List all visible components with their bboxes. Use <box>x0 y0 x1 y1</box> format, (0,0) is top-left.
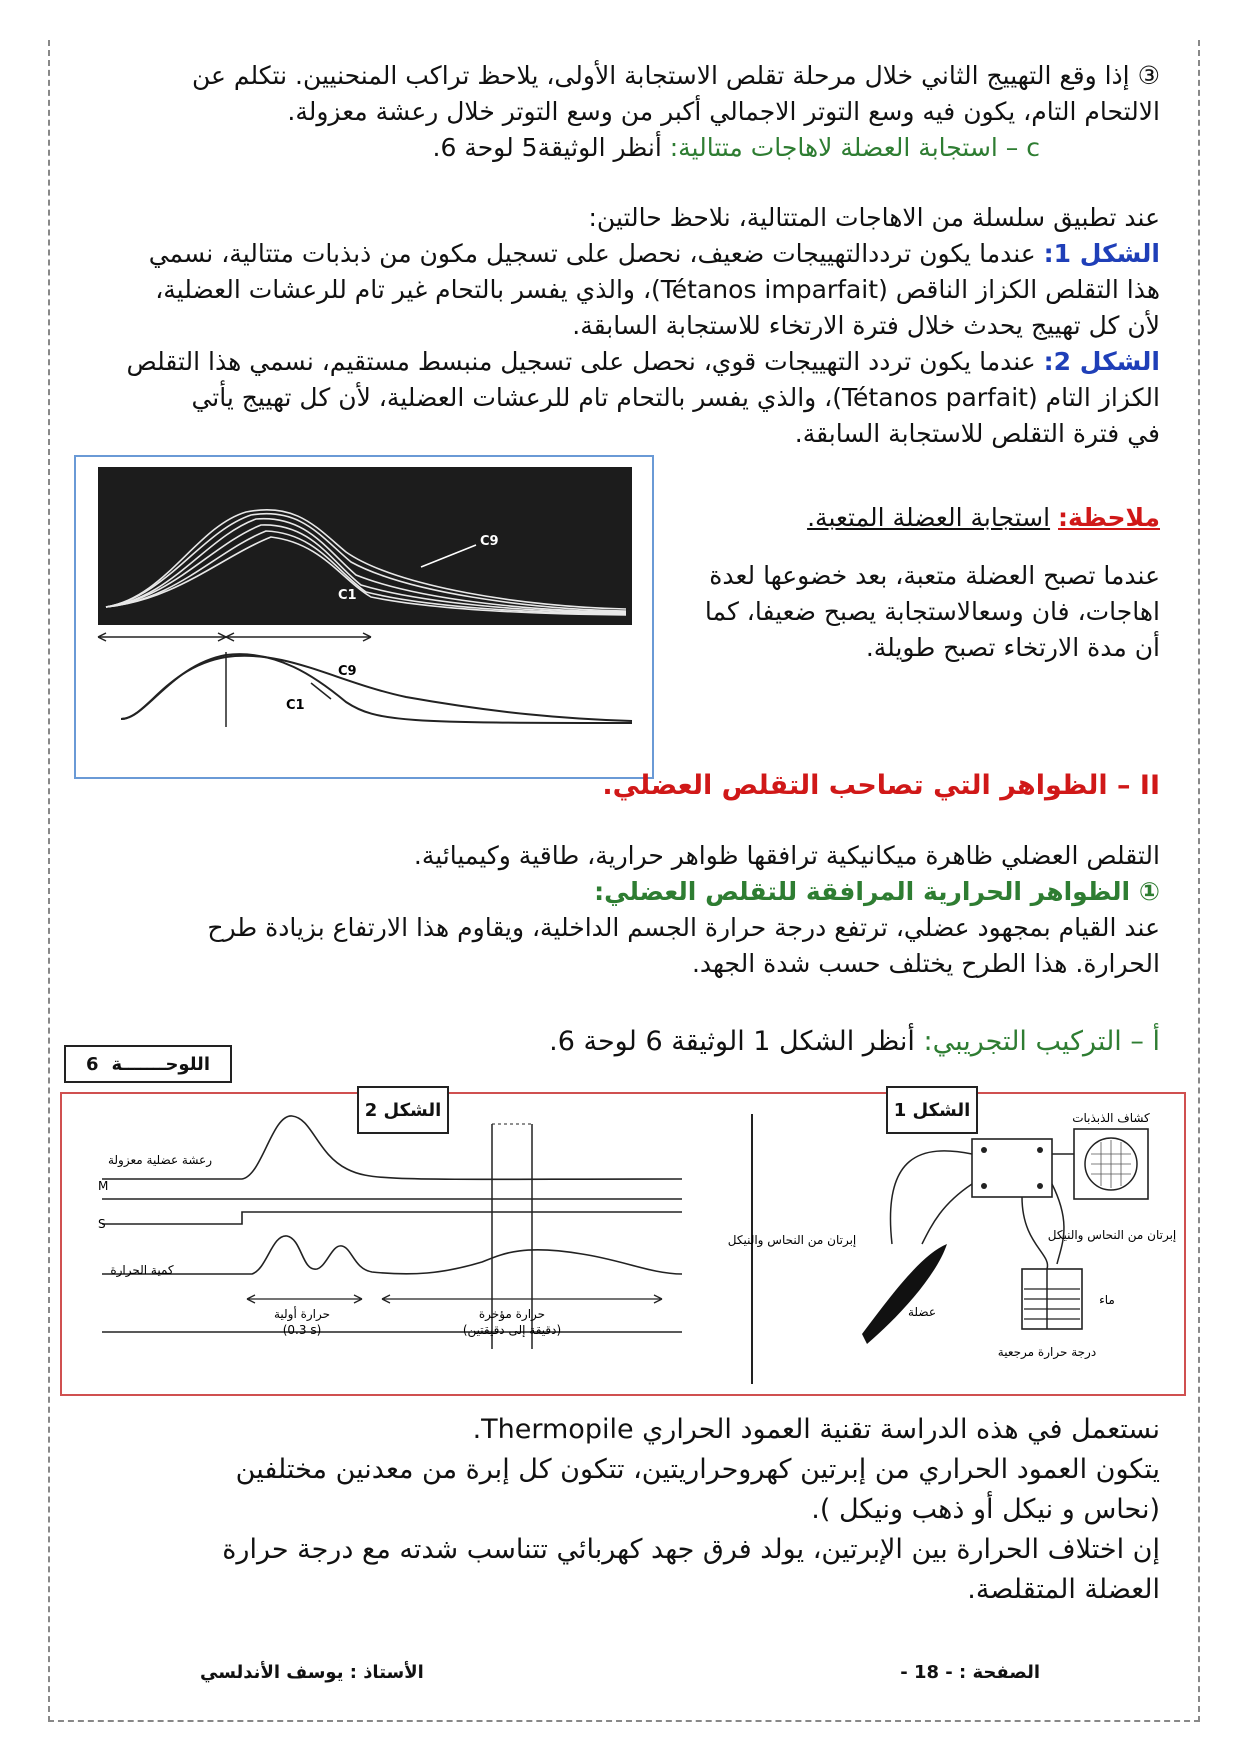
text-line: الكزاز التام (Tétanos parfait)، والذي يفسر بالتحام تام للرعشات العضلية، لأن كل تهييج يأتي <box>191 383 1160 412</box>
time-arrows <box>98 633 371 641</box>
text-line: التقلص العضلي ظاهرة ميكانيكية ترافقها ظواهر حرارية، طاقية وكيميائية. <box>413 841 1160 870</box>
muscle-shape <box>862 1244 947 1344</box>
text-line: أن مدة الارتخاء تصبح طويلة. <box>865 633 1160 662</box>
initial-time-label: (0.3 s) <box>282 1323 322 1337</box>
plate-tag <box>64 1045 232 1083</box>
teacher-name: الأستاذ : يوسف الأندلسي <box>200 1662 424 1683</box>
shape2-label: الشكل 2: <box>1043 347 1160 376</box>
c1-top-label: C1 <box>338 588 357 603</box>
text-line: يتكون العمود الحراري من إبرتين كهروحراريتين، تتكون كل إبرة من معدنين مختلفين <box>235 1454 1160 1485</box>
text-line: ③ إذا وقع التهييج الثاني خلال مرحلة تقلص الاستجابة الأولى، يلاحظ تراكب المنحنيين. نتكلم عن <box>191 61 1160 90</box>
text-line: نستعمل في هذه الدراسة تقنية العمود الحراري Thermopile. <box>472 1414 1160 1445</box>
muscle-label: عضلة <box>908 1305 936 1319</box>
initial-heat-label: حرارة أولية <box>273 1307 331 1321</box>
text-line: العضلة المتقلصة. <box>967 1574 1160 1605</box>
text-line: عندما تصبح العضلة متعبة، بعد خضوعها لعدة <box>709 561 1160 590</box>
needle-left-label: إبرتان من النحاس والنيكل <box>727 1233 857 1247</box>
duration-arrows <box>247 1295 662 1303</box>
note-block <box>660 500 1160 666</box>
needle-right-label: إبرتان من النحاس والنيكل <box>1047 1228 1177 1242</box>
heat-quantity-label: كمية الحرارة <box>110 1263 174 1277</box>
plate-number: 6 <box>86 1053 99 1075</box>
c1-bottom-label: C1 <box>286 698 305 713</box>
note-title: استجابة العضلة المتعبة. <box>807 503 1051 532</box>
text-line: اهاجات، فان وسعالاستجابة يصبح ضعيفا، كما <box>704 597 1160 626</box>
section-c-heading: c – استجابة العضلة لاهاجات متتالية: أنظر الوثيقة5 لوحة 6. <box>432 133 1040 162</box>
page-number: الصفحة : - 18 - <box>900 1662 1040 1683</box>
text-line: الحرارة. هذا الطرح يختلف حسب شدة الجهد. <box>691 949 1160 978</box>
shape2-tag: الشكل 2 <box>357 1086 449 1134</box>
text-line: لأن كل تهييج يحدث خلال فترة الارتخاء للاستجابة السابقة. <box>572 311 1160 340</box>
reference-temp-label: درجة حرارة مرجعية <box>997 1345 1097 1359</box>
text-line: إن اختلاف الحرارة بين الإبرتين، يولد فرق جهد كهربائي تتناسب شدته مع درجة حرارة <box>222 1534 1160 1565</box>
sub-heading-thermal: ① الظواهر الحرارية المرافقة للتقلص العضلي: <box>594 877 1160 906</box>
s-label: S <box>98 1217 106 1231</box>
m-label: M <box>98 1179 109 1193</box>
note-label: ملاحظة: <box>1058 503 1160 532</box>
delayed-time-label: (دقيقة إلى دقيقتين) <box>462 1323 562 1337</box>
delayed-heat-label: حرارة مؤخرة <box>478 1307 546 1321</box>
setup-heading: أ – التركيب التجريبي: أنظر الشكل 1 الوثيقة 6 لوحة 6. <box>549 1026 1160 1057</box>
shape1-tag: الشكل 1 <box>886 1086 978 1134</box>
text-line: (نحاس و نيكل أو ذهب ونيكل ). <box>811 1494 1160 1525</box>
text-line: في فترة التقلص للاستجابة السابقة. <box>794 419 1160 448</box>
text-line: الالتحام التام، يكون فيه وسع التوتر الاجمالي أكبر من وسع التوتر خلال رعشة معزولة. <box>287 97 1160 126</box>
thermopile-paragraph <box>80 1410 1160 1610</box>
c9-top-label: C9 <box>480 534 499 549</box>
fatigue-curves-bottom <box>121 654 632 723</box>
fatigue-figure <box>74 455 654 779</box>
plate-label: اللوحـــــــة <box>111 1053 210 1075</box>
intro-line: عند تطبيق سلسلة من الاهاجات المتتالية، نلاحظ حالتين: <box>588 203 1160 232</box>
oscillogram-background <box>98 467 632 625</box>
c9-bottom-label: C9 <box>338 664 357 679</box>
twitch-label: رعشة عضلية معزولة <box>107 1153 213 1167</box>
section2-body <box>80 838 1160 982</box>
water-label: ماء <box>1099 1293 1115 1307</box>
thermopile-figure <box>60 1092 1186 1396</box>
shape1-label: الشكل 1: <box>1043 239 1160 268</box>
tetanos-intro-paragraph <box>80 58 1160 166</box>
shapes-paragraph: عند تطبيق سلسلة من الاهاجات المتتالية، نلاحظ حالتين: الشكل 1: عندما يكون ترددالتهييجات ضعيف، نحصل على تسجيل مكون من ذبذبات متتالية، نسمي هذا التقلص الكزاز الناقص (Tétanos imparfait)، والذي يفسر بالتحام غير تام للرعشات العضلية، لأن كل تهييج يحدث خلال فترة الارتخاء للاستجابة السابقة. الشكل 2: عندما يكون تردد التهييجات قوي، نحصل على تسجيل منبسط مستقيم، نسمي هذا التقلص الكزاز التام (Tétanos parfait)، والذي يفسر بالتحام تام للرعشات العضلية، لأن كل تهييج يأتي في فترة التقلص للاستجابة السابقة. <box>80 200 1160 452</box>
galvanometer-label: كشاف الذبذبات <box>1072 1111 1150 1125</box>
section2-title: II – الظواهر التي تصاحب التقلص العضلي. <box>602 770 1160 801</box>
text-line: هذا التقلص الكزاز الناقص (Tétanos imparfait)، والذي يفسر بالتحام غير تام للرعشات العضلية، <box>155 275 1160 304</box>
text-line: عند القيام بمجهود عضلي، ترتفع درجة حرارة الجسم الداخلية، ويقاوم هذا الارتفاع بزيادة طرح <box>207 913 1160 942</box>
